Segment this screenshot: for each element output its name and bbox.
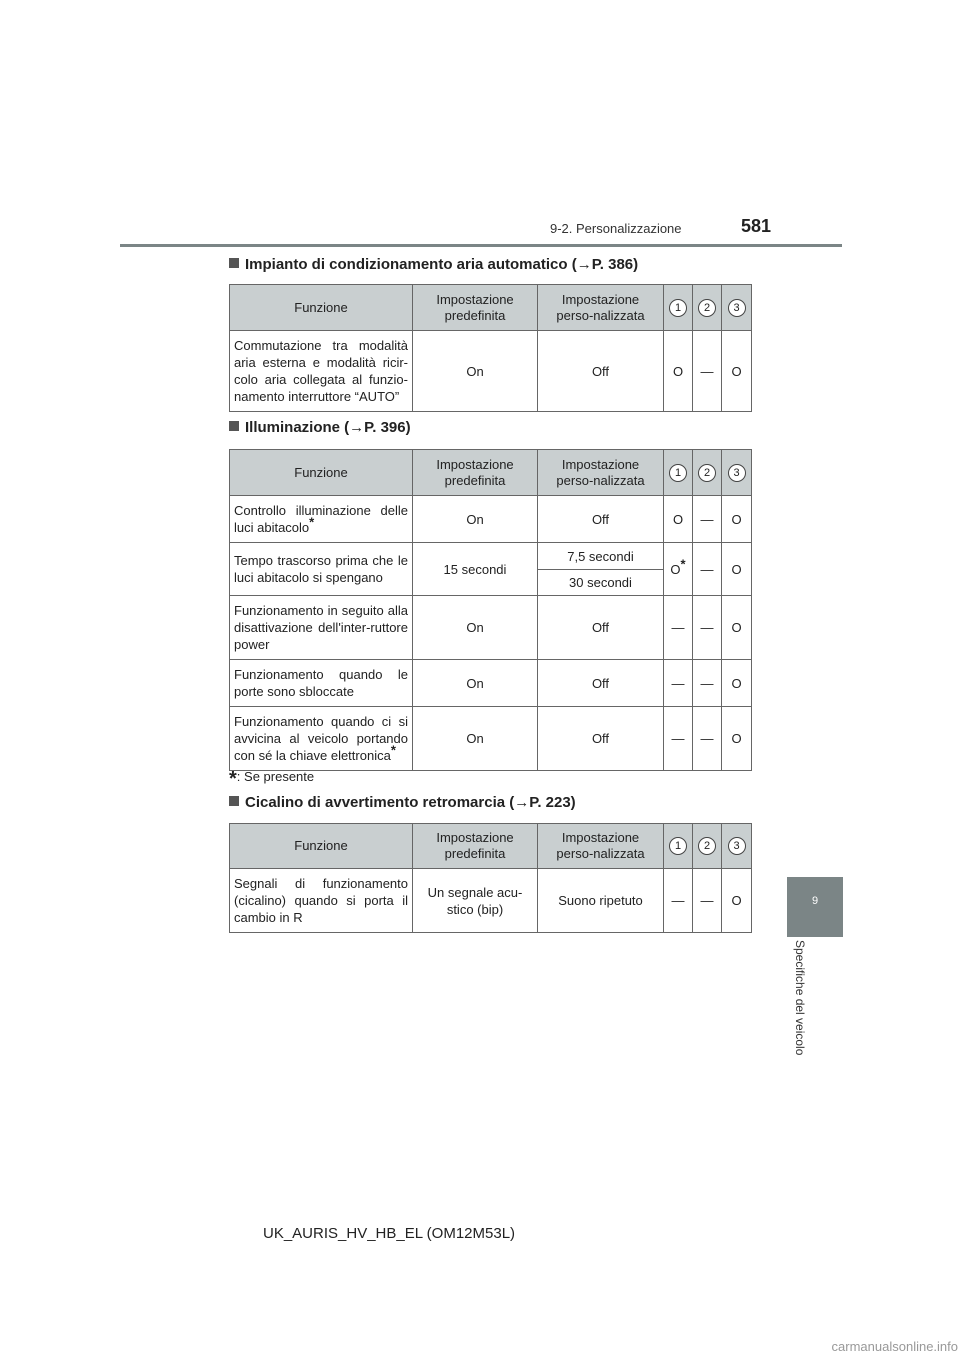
function-cell: Funzionamento in seguito alla disattivazione dell'inter-ruttore power bbox=[230, 596, 413, 660]
mode-1-cell: — bbox=[664, 869, 693, 933]
table-row bbox=[230, 707, 752, 771]
default-cell: On bbox=[413, 496, 538, 543]
circled-1-icon: 1 bbox=[669, 837, 687, 855]
table-row bbox=[230, 331, 752, 412]
mode-2-cell: — bbox=[693, 496, 722, 543]
mode-2-cell: — bbox=[693, 660, 722, 707]
col-funzione: Funzione bbox=[230, 824, 413, 869]
footnote-star: * bbox=[390, 742, 396, 758]
table-row bbox=[230, 543, 752, 570]
function-cell: Controllo illuminazione delle luci abitacolo* bbox=[230, 496, 413, 543]
table-row bbox=[230, 496, 752, 543]
col-default: Impostazione predefinita bbox=[413, 450, 538, 496]
col-mode-2 bbox=[693, 824, 722, 869]
col-mode-1 bbox=[664, 824, 693, 869]
mode-1-cell: — bbox=[664, 707, 693, 771]
function-cell: Segnali di funzionamento (cicalino) quando si porta il cambio in R bbox=[230, 869, 413, 933]
default-cell: On bbox=[413, 660, 538, 707]
mode-1-cell: O bbox=[664, 496, 693, 543]
col-mode-2 bbox=[693, 450, 722, 496]
table-row bbox=[230, 660, 752, 707]
section-title-lighting: Illuminazione (→P. 396) bbox=[229, 419, 411, 436]
custom-cell: 7,5 secondi bbox=[538, 543, 664, 570]
mode-1-cell: O* bbox=[664, 543, 693, 596]
default-cell: On bbox=[413, 331, 538, 412]
page-number: 581 bbox=[741, 216, 772, 236]
mode-2-cell: — bbox=[693, 869, 722, 933]
col-mode-2 bbox=[693, 285, 722, 331]
mode-3-cell: O bbox=[722, 331, 752, 412]
col-custom: Impostazione perso-nalizzata bbox=[538, 824, 664, 869]
circled-1-icon: 1 bbox=[669, 464, 687, 482]
default-cell: On bbox=[413, 707, 538, 771]
col-mode-3 bbox=[722, 450, 752, 496]
function-cell: Funzionamento quando le porte sono sbloccate bbox=[230, 660, 413, 707]
custom-cell: Off bbox=[538, 496, 664, 543]
col-funzione: Funzione bbox=[230, 285, 413, 331]
mode-2-cell: — bbox=[693, 596, 722, 660]
bullet-square-icon bbox=[229, 421, 239, 431]
col-funzione: Funzione bbox=[230, 450, 413, 496]
footnote-star: * bbox=[309, 514, 315, 530]
footnote-star: * bbox=[680, 556, 686, 572]
mode-1-cell: — bbox=[664, 596, 693, 660]
mode-3-cell: O bbox=[722, 660, 752, 707]
table-lighting bbox=[229, 449, 752, 771]
custom-cell: Off bbox=[538, 331, 664, 412]
function-cell: Funzionamento quando ci si avvicina al veicolo portando con sé la chiave elettronica* bbox=[230, 707, 413, 771]
col-mode-3 bbox=[722, 824, 752, 869]
mode-1-cell: O bbox=[664, 331, 693, 412]
bullet-square-icon bbox=[229, 258, 239, 268]
custom-cell: Off bbox=[538, 707, 664, 771]
mode-1-cell: — bbox=[664, 660, 693, 707]
custom-cell: Off bbox=[538, 660, 664, 707]
mode-3-cell: O bbox=[722, 596, 752, 660]
header-section-title: 9-2. Personalizzazione bbox=[550, 221, 682, 236]
col-mode-3 bbox=[722, 285, 752, 331]
table-header-row bbox=[230, 450, 752, 496]
default-cell: On bbox=[413, 596, 538, 660]
custom-cell: Off bbox=[538, 596, 664, 660]
mode-2-cell: — bbox=[693, 707, 722, 771]
circled-3-icon: 3 bbox=[728, 299, 746, 317]
table-reverse-buzzer bbox=[229, 823, 752, 933]
footer-model-code: UK_AURIS_HV_HB_EL (OM12M53L) bbox=[263, 1225, 516, 1242]
section-title-reverse-buzzer: Cicalino di avvertimento retromarcia (→P. 223) bbox=[229, 794, 576, 811]
mode-2-cell: — bbox=[693, 543, 722, 596]
circled-1-icon: 1 bbox=[669, 299, 687, 317]
function-cell: Commutazione tra modalità aria esterna e modalità ricir-colo aria collegata al funzio-namento interruttore “AUTO” bbox=[230, 331, 413, 412]
section-title-climate: Impianto di condizionamento aria automatico (→P. 386) bbox=[229, 256, 638, 273]
mode-3-cell: O bbox=[722, 869, 752, 933]
table-row bbox=[230, 869, 752, 933]
chapter-label: Specifiche del veicolo bbox=[793, 940, 807, 1056]
circled-2-icon: 2 bbox=[698, 837, 716, 855]
col-custom: Impostazione perso-nalizzata bbox=[538, 285, 664, 331]
col-default: Impostazione predefinita bbox=[413, 824, 538, 869]
circled-2-icon: 2 bbox=[698, 464, 716, 482]
circled-3-icon: 3 bbox=[728, 464, 746, 482]
custom-cell: Suono ripetuto bbox=[538, 869, 664, 933]
table-header-row bbox=[230, 285, 752, 331]
bullet-square-icon bbox=[229, 796, 239, 806]
table-climate bbox=[229, 284, 752, 412]
col-default: Impostazione predefinita bbox=[413, 285, 538, 331]
footnote: *: Se presente bbox=[229, 768, 315, 790]
col-mode-1 bbox=[664, 285, 693, 331]
chapter-tab bbox=[787, 877, 843, 937]
col-custom: Impostazione perso-nalizzata bbox=[538, 450, 664, 496]
mode-3-cell: O bbox=[722, 496, 752, 543]
default-cell: 15 secondi bbox=[413, 543, 538, 596]
col-mode-1 bbox=[664, 450, 693, 496]
header-divider bbox=[120, 244, 842, 247]
watermark: carmanualsonline.info bbox=[831, 1339, 958, 1354]
default-cell: Un segnale acu-stico (bip) bbox=[413, 869, 538, 933]
circled-3-icon: 3 bbox=[728, 837, 746, 855]
table-header-row bbox=[230, 824, 752, 869]
mode-2-cell: — bbox=[693, 331, 722, 412]
mode-3-cell: O bbox=[722, 707, 752, 771]
function-cell: Tempo trascorso prima che le luci abitacolo si spengano bbox=[230, 543, 413, 596]
table-row bbox=[230, 596, 752, 660]
chapter-number: 9 bbox=[811, 895, 819, 907]
circled-2-icon: 2 bbox=[698, 299, 716, 317]
mode-3-cell: O bbox=[722, 543, 752, 596]
custom-cell: 30 secondi bbox=[538, 570, 664, 596]
